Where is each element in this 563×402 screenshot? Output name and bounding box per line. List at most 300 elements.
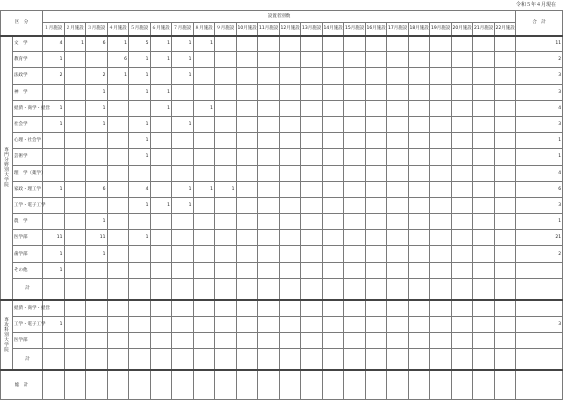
table-cell (64, 230, 86, 246)
table-row (1, 316, 563, 332)
field-label: 芸術学 (13, 149, 43, 165)
table-cell (408, 68, 430, 84)
table-cell (86, 262, 108, 278)
row-total-cell (516, 262, 563, 278)
header-month: ４月施設 (107, 23, 129, 36)
table-cell: 1 (43, 100, 65, 116)
table-cell (365, 332, 387, 348)
table-cell: 1 (172, 197, 194, 213)
table-cell: 1 (86, 246, 108, 262)
field-label: 理 学（薬学） (13, 165, 43, 181)
table-cell (258, 133, 280, 149)
table-row (1, 197, 563, 213)
table-cell: 1 (172, 116, 194, 132)
table-cell (86, 316, 108, 332)
table-cell (430, 181, 452, 197)
table-cell (473, 197, 495, 213)
table-cell (258, 214, 280, 230)
header-month: １月施設 (43, 23, 65, 36)
table-cell (129, 165, 151, 181)
table-cell: 1 (129, 68, 151, 84)
table-cell (236, 149, 258, 165)
table-cell (86, 165, 108, 181)
table-cell (279, 262, 301, 278)
table-cell (494, 262, 516, 278)
table-cell (107, 116, 129, 132)
table-cell (150, 149, 172, 165)
group-label: 専 攻 科 別 大 学 院 (1, 300, 13, 370)
table-cell (107, 246, 129, 262)
table-cell (494, 100, 516, 116)
table-row (1, 181, 563, 197)
table-cell (473, 246, 495, 262)
table-cell (408, 181, 430, 197)
table-cell (408, 214, 430, 230)
field-label: 文 学 (13, 36, 43, 52)
table-cell (430, 165, 452, 181)
table-cell: 1 (86, 214, 108, 230)
table-cell (301, 214, 323, 230)
table-cell (387, 246, 409, 262)
table-cell (43, 349, 65, 371)
row-total-cell: 4 (516, 100, 563, 116)
table-cell (408, 165, 430, 181)
header-month: 19月施設 (430, 23, 452, 36)
table-cell (451, 149, 473, 165)
table-cell (344, 165, 366, 181)
table-cell: 1 (193, 100, 215, 116)
table-cell (301, 52, 323, 68)
table-cell (344, 246, 366, 262)
table-cell (387, 36, 409, 52)
table-cell (322, 165, 344, 181)
table-cell (86, 133, 108, 149)
table-cell (344, 230, 366, 246)
table-cell (258, 84, 280, 100)
table-cell: 1 (43, 316, 65, 332)
table-cell (43, 133, 65, 149)
table-cell (365, 278, 387, 300)
header-row-months (1, 23, 563, 36)
table-cell (430, 68, 452, 84)
header-month: 17月施設 (387, 23, 409, 36)
table-cell: 1 (129, 84, 151, 100)
table-cell (451, 278, 473, 300)
table-cell (258, 116, 280, 132)
table-cell (322, 316, 344, 332)
header-kubun: 区 分 (1, 11, 43, 36)
table-cell (193, 214, 215, 230)
field-label: 社会学 (13, 116, 43, 132)
table-cell (172, 133, 194, 149)
table-cell (64, 370, 86, 399)
table-cell (365, 197, 387, 213)
table-cell (494, 370, 516, 399)
table-cell (494, 149, 516, 165)
table-cell (150, 116, 172, 132)
table-cell (451, 165, 473, 181)
table-cell (408, 100, 430, 116)
table-cell (258, 278, 280, 300)
table-cell (451, 214, 473, 230)
table-cell (258, 316, 280, 332)
table-cell (215, 230, 237, 246)
table-cell (344, 116, 366, 132)
table-cell (451, 349, 473, 371)
table-cell (279, 197, 301, 213)
table-cell (322, 52, 344, 68)
table-cell (64, 262, 86, 278)
table-cell (172, 332, 194, 348)
table-cell (129, 332, 151, 348)
table-cell (451, 300, 473, 316)
table-cell (344, 181, 366, 197)
table-cell (430, 370, 452, 399)
table-cell (473, 230, 495, 246)
table-cell (86, 197, 108, 213)
table-cell (86, 300, 108, 316)
table-cell (258, 300, 280, 316)
table-cell (215, 278, 237, 300)
table-cell (172, 300, 194, 316)
table-cell (43, 370, 65, 399)
header-month: 22月施設 (494, 23, 516, 36)
table-cell (193, 300, 215, 316)
table-cell (301, 316, 323, 332)
table-cell (107, 181, 129, 197)
table-cell: 1 (86, 116, 108, 132)
field-label: 心理・社会学 (13, 133, 43, 149)
table-cell: 1 (172, 68, 194, 84)
table-cell (236, 100, 258, 116)
table-cell (258, 100, 280, 116)
subtotal-label: 計 (13, 349, 43, 371)
table-cell (451, 52, 473, 68)
row-total-cell: 1 (516, 149, 563, 165)
table-cell (279, 133, 301, 149)
table-cell (215, 52, 237, 68)
table-cell (64, 68, 86, 84)
table-cell (365, 133, 387, 149)
header-month: ３月施設 (86, 23, 108, 36)
table-cell (301, 36, 323, 52)
table-cell (236, 349, 258, 371)
table-cell (322, 84, 344, 100)
table-cell: 4 (129, 181, 151, 197)
table-cell (344, 133, 366, 149)
field-label: 工学・電子工学 (13, 197, 43, 213)
table-cell (408, 370, 430, 399)
table-cell (193, 246, 215, 262)
table-cell (494, 116, 516, 132)
table-cell (258, 370, 280, 399)
table-cell (430, 116, 452, 132)
table-cell (365, 181, 387, 197)
field-label: 医学部 (13, 230, 43, 246)
table-row (1, 116, 563, 132)
table-cell: 1 (172, 36, 194, 52)
table-row (1, 165, 563, 181)
table-cell (193, 84, 215, 100)
table-cell (387, 370, 409, 399)
table-cell (430, 349, 452, 371)
table-cell: 1 (172, 52, 194, 68)
table-row (1, 262, 563, 278)
table-cell (279, 52, 301, 68)
table-cell: 2 (86, 68, 108, 84)
table-cell (129, 246, 151, 262)
table-cell (150, 332, 172, 348)
table-cell (129, 214, 151, 230)
table-cell (301, 84, 323, 100)
field-label: その他 (13, 262, 43, 278)
table-cell (236, 262, 258, 278)
table-cell (215, 149, 237, 165)
table-cell (193, 116, 215, 132)
table-cell (236, 246, 258, 262)
table-cell (365, 52, 387, 68)
table-cell (64, 197, 86, 213)
table-cell (150, 262, 172, 278)
table-cell (258, 36, 280, 52)
table-cell (64, 349, 86, 371)
table-cell (279, 100, 301, 116)
table-cell: 1 (86, 100, 108, 116)
table-cell (172, 84, 194, 100)
table-cell (494, 36, 516, 52)
header-total: 合 計 (516, 11, 563, 36)
table-cell: 1 (150, 52, 172, 68)
table-cell (473, 262, 495, 278)
table-cell (451, 370, 473, 399)
table-cell (365, 214, 387, 230)
table-row (1, 214, 563, 230)
table-cell (258, 230, 280, 246)
table-cell (86, 52, 108, 68)
subtotal-label: 計 (13, 278, 43, 300)
table-cell (451, 230, 473, 246)
table-cell (322, 300, 344, 316)
table-cell (258, 149, 280, 165)
table-cell (279, 84, 301, 100)
table-cell (365, 149, 387, 165)
table-cell (387, 149, 409, 165)
subtotal-row (1, 349, 563, 371)
table-cell (387, 214, 409, 230)
table-cell (64, 133, 86, 149)
table-cell (129, 300, 151, 316)
table-cell (258, 349, 280, 371)
table-cell (387, 278, 409, 300)
table-cell (387, 181, 409, 197)
table-cell (193, 230, 215, 246)
table-cell (408, 262, 430, 278)
table-cell (43, 332, 65, 348)
table-cell (193, 262, 215, 278)
table-cell (107, 316, 129, 332)
table-cell (344, 214, 366, 230)
header-month: 20月施設 (451, 23, 473, 36)
table-cell (129, 370, 151, 399)
table-cell (322, 116, 344, 132)
table-cell (408, 116, 430, 132)
table-cell (107, 230, 129, 246)
table-cell (322, 149, 344, 165)
table-cell: 1 (129, 230, 151, 246)
table-cell (408, 84, 430, 100)
table-cell (344, 300, 366, 316)
row-total-cell: 3 (516, 68, 563, 84)
table-cell: 1 (129, 149, 151, 165)
table-cell (150, 370, 172, 399)
table-cell (258, 68, 280, 84)
table-cell (64, 246, 86, 262)
table-cell: 1 (129, 197, 151, 213)
header-row-top (1, 11, 563, 23)
table-cell (215, 197, 237, 213)
row-total-cell: 4 (516, 165, 563, 181)
table-cell (236, 133, 258, 149)
table-cell (430, 100, 452, 116)
table-cell (365, 370, 387, 399)
table-cell (193, 197, 215, 213)
table-cell (344, 370, 366, 399)
table-cell (451, 197, 473, 213)
row-total-cell: 11 (516, 36, 563, 52)
table-cell (322, 370, 344, 399)
table-cell (408, 149, 430, 165)
table-cell (64, 278, 86, 300)
table-cell (150, 214, 172, 230)
table-cell (43, 278, 65, 300)
table-cell (301, 133, 323, 149)
header-month: 13月施設 (301, 23, 323, 36)
table-cell (322, 133, 344, 149)
table-cell (236, 165, 258, 181)
table-cell (236, 181, 258, 197)
table-cell (344, 332, 366, 348)
table-cell (430, 149, 452, 165)
table-cell (279, 370, 301, 399)
table-cell (236, 370, 258, 399)
table-cell (64, 181, 86, 197)
table-cell (365, 84, 387, 100)
table-cell (322, 246, 344, 262)
table-cell (43, 214, 65, 230)
table-cell (473, 149, 495, 165)
table-cell (107, 300, 129, 316)
table-cell: 1 (43, 52, 65, 68)
table-cell (408, 316, 430, 332)
table-cell (451, 133, 473, 149)
table-cell (279, 349, 301, 371)
table-cell (64, 116, 86, 132)
group-label: 専 門 分 野 別 大 学 院 (1, 36, 13, 301)
table-cell (473, 100, 495, 116)
table-cell (301, 262, 323, 278)
subtotal-total-cell (516, 349, 563, 371)
header-month: 10月施設 (236, 23, 258, 36)
table-cell (193, 165, 215, 181)
table-cell (494, 181, 516, 197)
table-cell (473, 370, 495, 399)
table-cell (408, 133, 430, 149)
table-cell: 6 (86, 181, 108, 197)
table-cell (129, 100, 151, 116)
table-cell (387, 84, 409, 100)
table-cell (473, 84, 495, 100)
table-cell (215, 133, 237, 149)
table-cell (301, 165, 323, 181)
table-cell (473, 36, 495, 52)
table-cell (107, 197, 129, 213)
table-cell: 11 (86, 230, 108, 246)
statistics-table (0, 10, 563, 400)
table-cell (258, 165, 280, 181)
table-cell (387, 52, 409, 68)
table-cell (301, 278, 323, 300)
table-cell (172, 246, 194, 262)
table-cell (279, 116, 301, 132)
table-cell (150, 349, 172, 371)
table-cell (64, 84, 86, 100)
table-cell (43, 84, 65, 100)
table-cell (172, 316, 194, 332)
table-cell (279, 246, 301, 262)
table-cell (279, 149, 301, 165)
table-cell (236, 332, 258, 348)
table-cell (451, 116, 473, 132)
table-cell (279, 278, 301, 300)
table-cell (451, 181, 473, 197)
table-cell (150, 246, 172, 262)
table-row (1, 84, 563, 100)
row-total-cell: 21 (516, 230, 563, 246)
table-cell (150, 68, 172, 84)
table-cell: 1 (129, 116, 151, 132)
table-cell (193, 149, 215, 165)
row-total-cell (516, 332, 563, 348)
table-cell (473, 116, 495, 132)
table-cell (258, 246, 280, 262)
table-cell (494, 68, 516, 84)
table-cell (344, 197, 366, 213)
table-cell (193, 370, 215, 399)
table-cell (236, 316, 258, 332)
table-cell (193, 278, 215, 300)
table-cell (150, 278, 172, 300)
header-span: 設置者別数 (43, 11, 516, 23)
table-cell (430, 230, 452, 246)
table-cell (64, 214, 86, 230)
table-cell (193, 52, 215, 68)
table-cell (430, 246, 452, 262)
table-cell (172, 370, 194, 399)
table-cell (236, 84, 258, 100)
table-cell (494, 84, 516, 100)
table-cell (236, 36, 258, 52)
table-cell (387, 332, 409, 348)
table-cell (279, 68, 301, 84)
grand-total-label: 総 計 (1, 370, 43, 399)
table-cell: 1 (107, 36, 129, 52)
table-cell (451, 316, 473, 332)
field-label: 法政学 (13, 68, 43, 84)
table-cell (473, 133, 495, 149)
row-total-cell: 3 (516, 197, 563, 213)
table-cell (494, 332, 516, 348)
table-cell (473, 316, 495, 332)
